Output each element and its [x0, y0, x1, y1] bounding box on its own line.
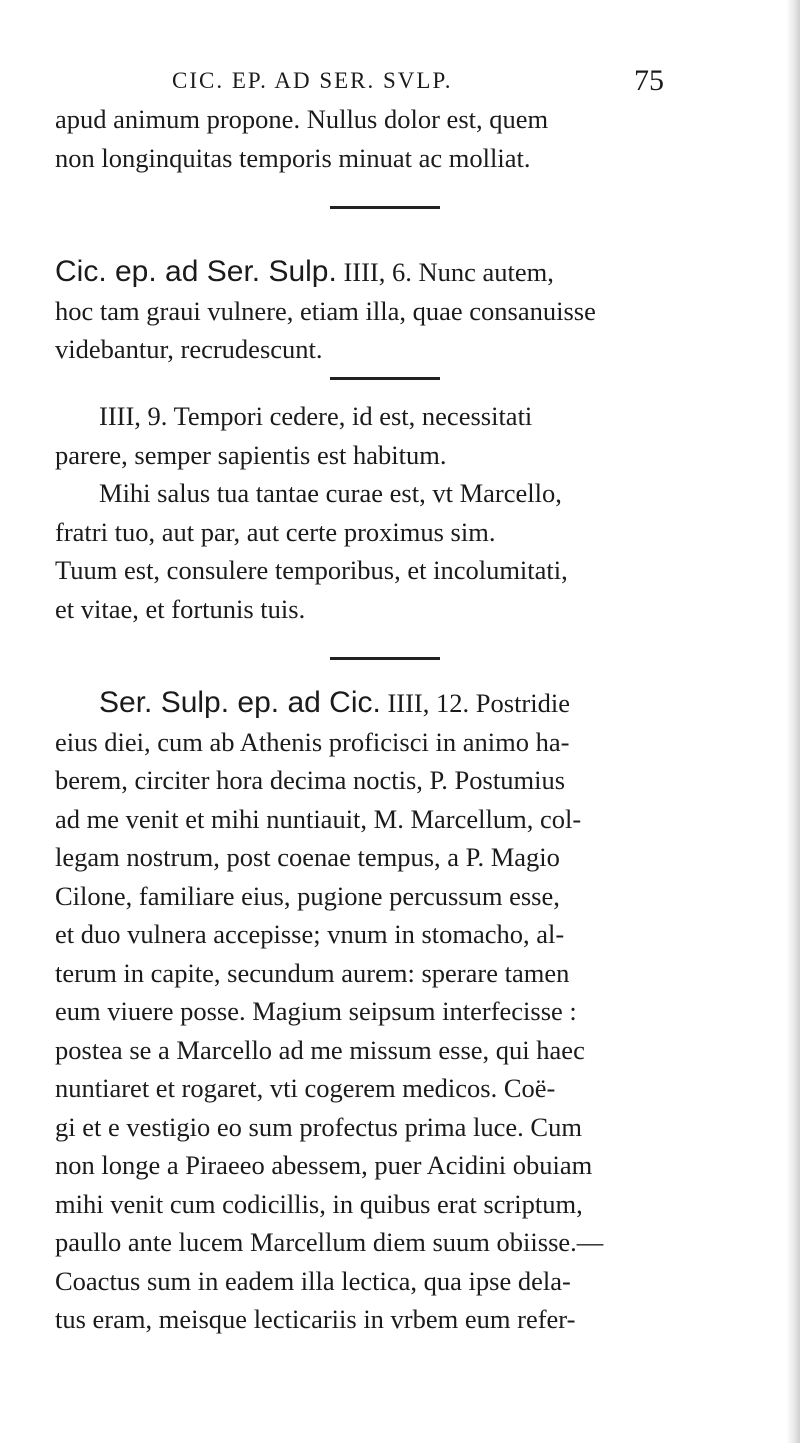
text-line: eius diei, cum ab Athenis proficisci in animo ha- [55, 726, 570, 757]
text-line: et duo vulnera accepisse; vnum in stomacho, al- [55, 919, 565, 949]
text-line: gi et e vestigio eo sum profectus prima luce. Cum [55, 1111, 582, 1142]
section-4 [55, 684, 765, 1339]
text-line: ad me venit et mihi nuntiauit, M. Marcellum, col- [55, 803, 582, 834]
running-title: CIC. EP. AD SER. SVLP. [172, 68, 453, 93]
text-line: nuntiaret et rogaret, vti cogerem medicos. Coë- [55, 1073, 556, 1103]
page-number: 75 [634, 64, 664, 97]
divider [330, 377, 440, 380]
citation-heading: Ser. Sulp. ep. ad Cic. [99, 686, 381, 719]
text-line: non longe a Piraeeo abessem, puer Acidini obuiam [55, 1150, 593, 1180]
divider [330, 657, 440, 660]
text-line: paullo ante lucem Marcellum diem suum obiisse.— [55, 1227, 604, 1257]
citation-ref: IIII, 12. [387, 688, 470, 718]
citation-ref: IIII, 9. [99, 401, 168, 431]
text-line: berem, circiter hora decima noctis, P. Postumius [55, 765, 566, 795]
text-line: legam nostrum, post coenae tempus, a P. Magio [55, 842, 560, 872]
text-line: tus eram, meisque lecticariis in vrbem eum refer- [55, 1304, 576, 1334]
text-line: videbantur, recrudescunt. [55, 334, 323, 364]
text-line: Tempori cedere, id est, necessitati [173, 401, 533, 431]
text-line: non longinquitas temporis minuat ac molliat. [55, 142, 531, 173]
text-line: Tuum est, consulere temporibus, et incolumitati, [55, 555, 568, 585]
text-line: Mihi salus tua tantae curae est, vt Marcello, [99, 478, 562, 508]
text-line: hoc tam graui vulnere, etiam illa, quae consanuisse [55, 295, 596, 326]
text-line: apud animum propone. Nullus dolor est, quem [55, 104, 549, 134]
divider [330, 206, 440, 209]
text-start: Postridie [475, 688, 570, 718]
citation-ref: IIII, 6. [343, 257, 412, 287]
section-3 [55, 397, 765, 628]
section-1 [55, 100, 765, 177]
running-header [172, 64, 672, 97]
text-line: postea se a Marcello ad me missum esse, qui haec [55, 1034, 585, 1065]
citation-heading: Cic. ep. ad Ser. Sulp. [55, 255, 337, 288]
text-line: mihi venit cum codicillis, in quibus erat scriptum, [55, 1188, 583, 1219]
page-edge [786, 0, 800, 1443]
text-line: terum in capite, secundum aurem: sperare tamen [55, 957, 570, 988]
text-line: eum viuere posse. Magium seipsum interfecisse : [55, 996, 577, 1026]
section-2 [55, 253, 765, 369]
text-line: fratri tuo, aut par, aut certe proximus sim. [55, 516, 496, 547]
text-line: Cilone, familiare eius, pugione percussum esse, [55, 880, 560, 911]
text-line: et vitae, et fortunis tuis. [55, 593, 306, 624]
text-line: parere, semper sapientis est habitum. [55, 439, 447, 470]
text-line: Coactus sum in eadem illa lectica, qua ipse dela- [55, 1265, 571, 1296]
text-start: Nunc autem, [418, 257, 554, 287]
